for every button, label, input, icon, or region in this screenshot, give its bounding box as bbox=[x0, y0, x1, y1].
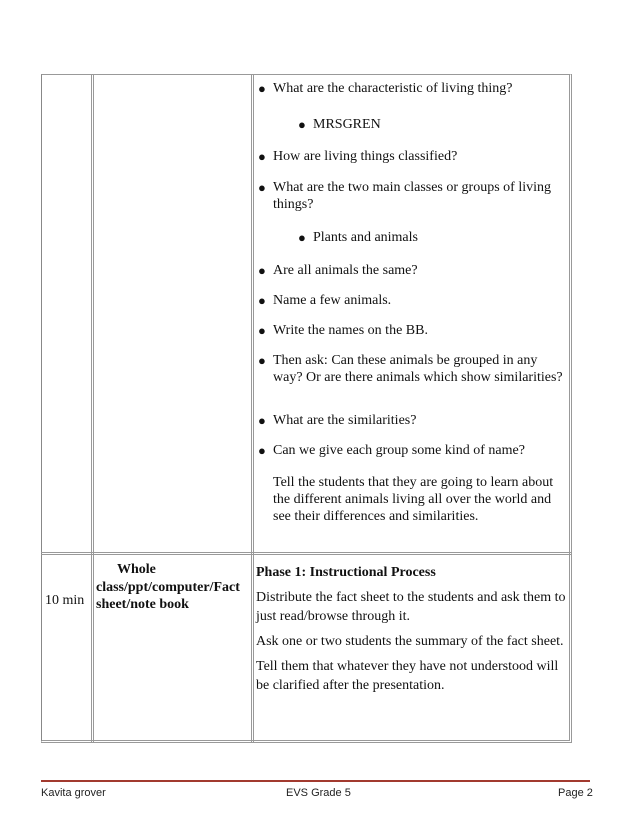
phase-paragraph: Ask one or two students the summary of the fact sheet. bbox=[256, 634, 564, 649]
column-divider-1 bbox=[91, 74, 94, 743]
footer-divider bbox=[41, 780, 590, 782]
phase-cell bbox=[256, 563, 568, 695]
footer-page-number: Page 2 bbox=[558, 787, 593, 799]
phase-title: Phase 1: Instructional Process bbox=[256, 565, 436, 580]
resources-cell: Whole class/ppt/computer/Fact sheet/note book bbox=[96, 562, 240, 612]
time-cell: 10 min bbox=[45, 593, 85, 608]
row-divider bbox=[41, 552, 572, 555]
phase-paragraph: Tell them that whatever they have not understood will be clarified after the presentation. bbox=[256, 659, 559, 693]
closing-paragraph: Tell the students that they are going to learn about the different animals living all over the world and see their differences and similarities. bbox=[273, 475, 554, 524]
footer-author: Kavita grover bbox=[41, 787, 106, 799]
footer-subject: EVS Grade 5 bbox=[286, 787, 351, 799]
column-divider-2 bbox=[251, 74, 254, 743]
phase-paragraph: Distribute the fact sheet to the students and ask them to just read/browse through it. bbox=[256, 590, 566, 624]
